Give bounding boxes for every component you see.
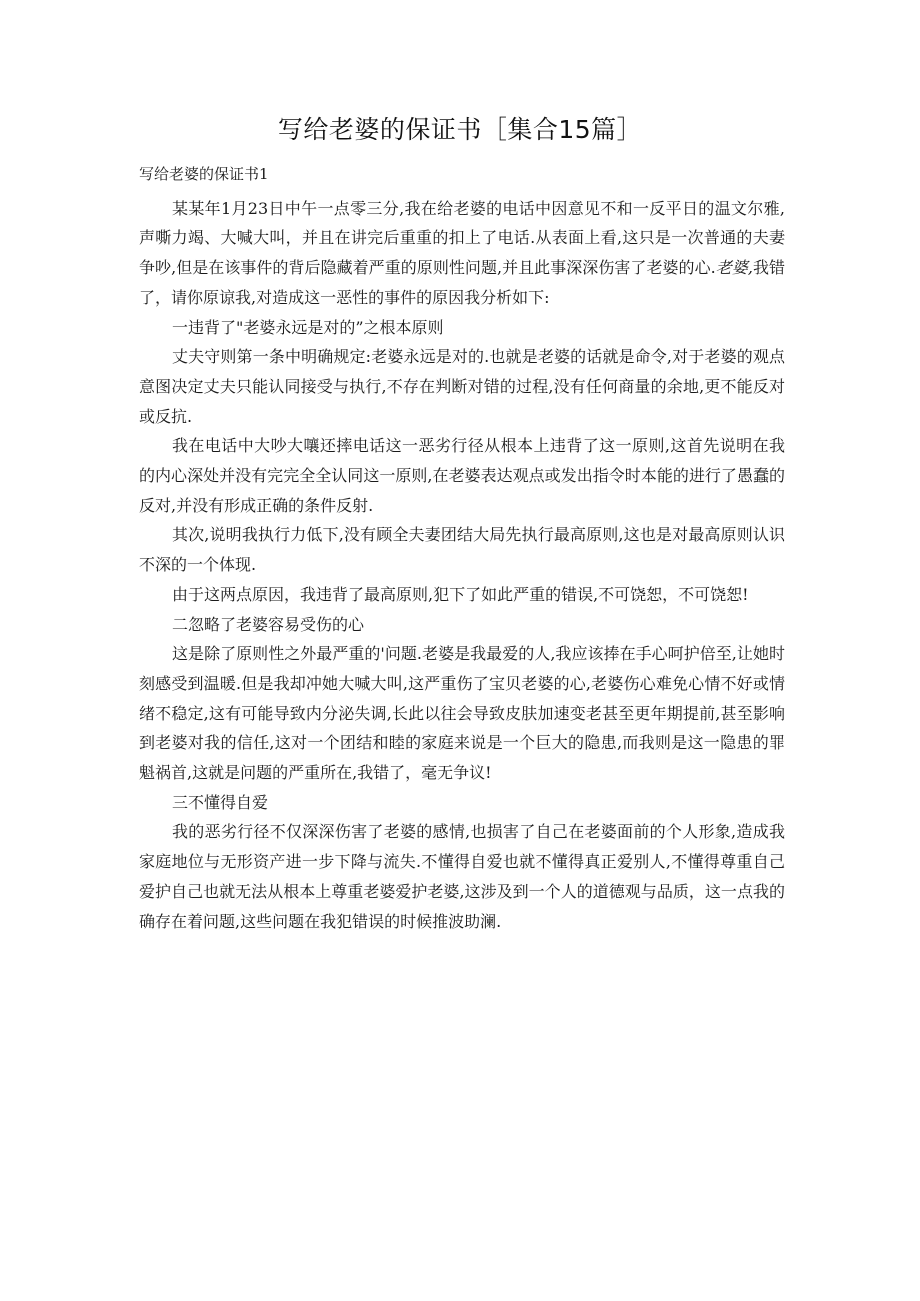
document-title: 写给老婆的保证书［集合15篇］ <box>277 115 643 144</box>
paragraph-intro-text-end: 我错了，请你原谅我,对造成这一恶性的事件的原因我分析如下: <box>139 258 785 307</box>
paragraph: 这是除了原则性之外最严重的'问题.老婆是我最爱的人,我应该捧在手心呵护倍至,让她时刻感受到温暖.但是我却冲她大喊大叫,这严重伤了宝贝老婆的心,老婆伤心难免心情不好或情绪不稳定,这有可能导致内分泌失调,长此以往会导致皮肤加速变老甚至更年期提前,甚至影响到老婆对我的信任,这对一个团结和睦的家庭来说是一个巨大的隐患,而我则是这一隐患的罪魁祸首,这就是问题的严重所在,我错了，毫无争议! <box>139 644 785 783</box>
paragraph: 我的恶劣行径不仅深深伤害了老婆的感情,也损害了自己在老婆面前的个人形象,造成我家庭地位与无形资产进一步下降与流失.不懂得自爱也就不懂得真正爱别人,不懂得尊重自己爱护自己也就无法从根本上尊重老婆爱护老婆,这涉及到一个人的道德观与品质，这一点我的确存在着问题,这些问题在我犯错误的时候推波助澜. <box>139 822 785 931</box>
paragraph: 由于这两点原因，我违背了最高原则,犯下了如此严重的错误,不可饶恕，不可饶恕! <box>172 584 749 604</box>
paragraph: 丈夫守则第一条中明确规定:老婆永远是对的.也就是老婆的话就是命令,对于老婆的观点意图决定丈夫只能认同接受与执行,不存在判断对错的过程,没有任何商量的余地,更不能反对或反抗. <box>139 347 785 426</box>
paragraph: 我在电话中大吵大嚷还摔电话这一恶劣行径从根本上违背了这一原则,这首先说明在我的内心深处并没有完完全全认同这一原则,在老婆表达观点或发出指令时本能的进行了愚蠢的反对,并没有形成正确的条件反射. <box>139 436 785 515</box>
paragraph-intro <box>139 194 785 313</box>
paragraph-intro-emphasis: 老婆, <box>715 258 753 278</box>
section-heading-2: 二忽略了老婆容易受伤的心 <box>172 614 365 634</box>
section-heading-3: 三不懂得自爱 <box>172 792 269 812</box>
document-subtitle: 写给老婆的保证书1 <box>139 165 269 183</box>
document-body <box>139 160 785 936</box>
section-heading-1: 一违背了"老婆永远是对的”之根本原则 <box>172 317 444 337</box>
paragraph: 其次,说明我执行力低下,没有顾全夫妻团结大局先执行最高原则,这也是对最高原则认识不深的一个体现. <box>139 525 785 575</box>
paragraph-intro-text: 某某年1月23日中午一点零三分,我在给老婆的电话中因意见不和一反平日的温文尔雅,声嘶力竭、大喊大叫，并且在讲完后重重的扣上了电话.从表面上看,这只是一次普通的夫妻争吵,但是在该事件的背后隐藏着严重的原则性问题,并且此事深深伤害了老婆的心. <box>139 198 785 278</box>
